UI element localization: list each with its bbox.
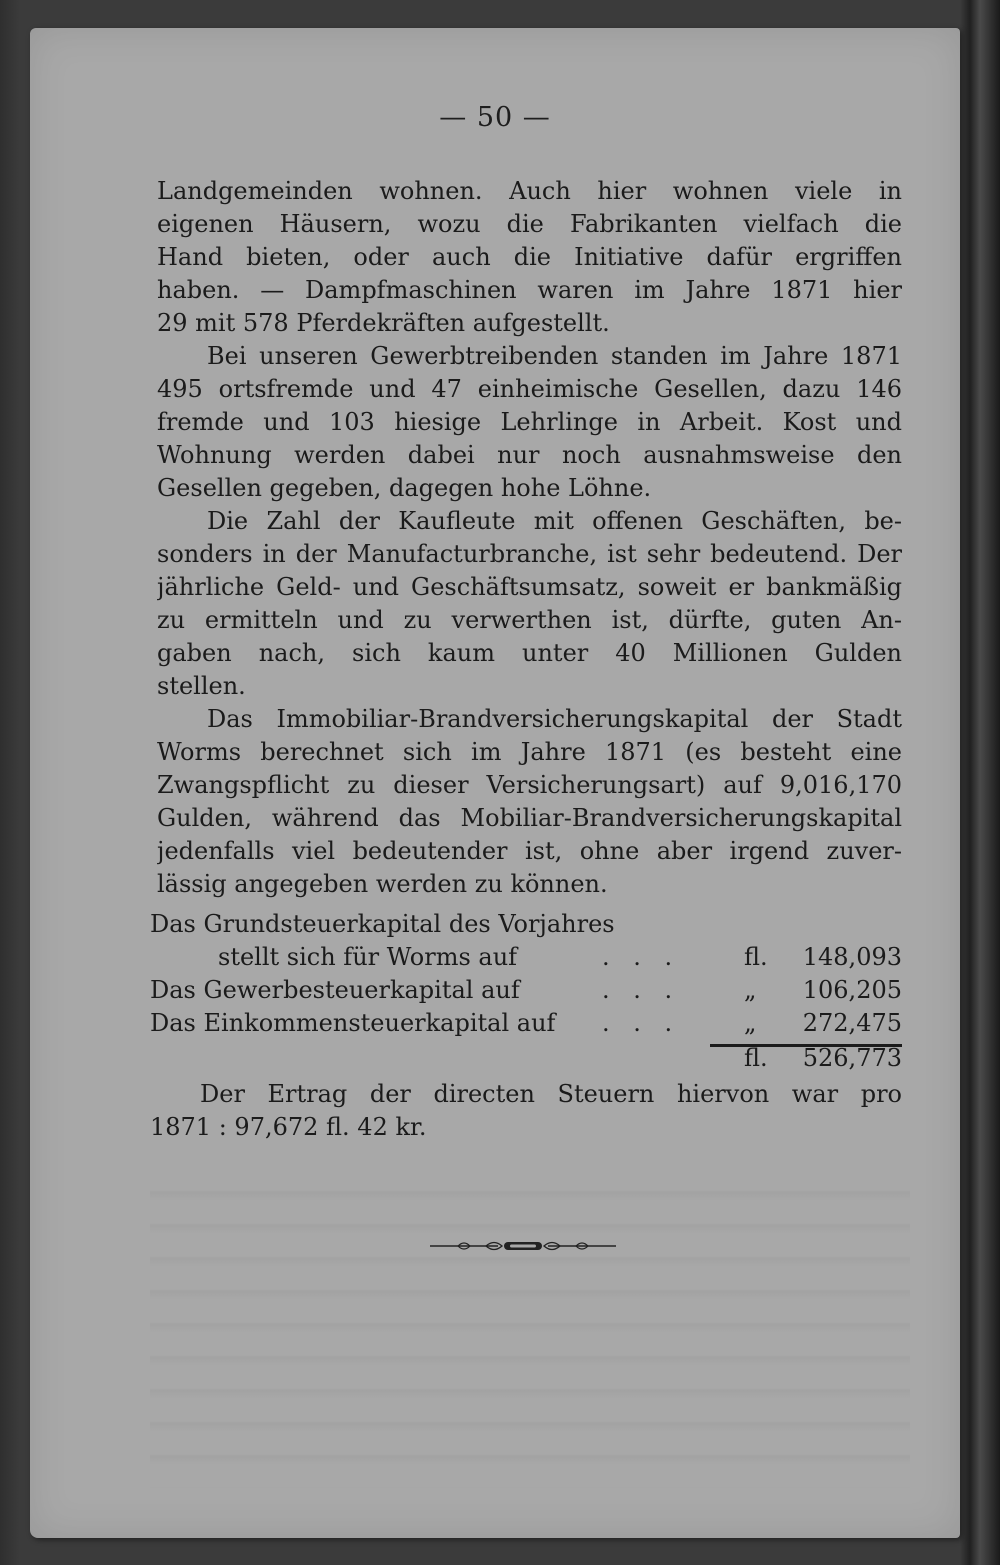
page-number: — 50 — [439, 102, 551, 133]
text-line: Hand bieten, oder auch die Initiative dafür ergriffen [157, 243, 902, 271]
currency-mark: „ [744, 976, 757, 1004]
paragraph-landgemeinden [157, 175, 902, 340]
paragraph-ertrag [150, 1078, 902, 1144]
text-line: jährliche Geld- und Geschäftsumsatz, soweit er bankmäßig [157, 573, 902, 601]
text-line: Der Ertrag der directen Steuern hiervon war pro [200, 1080, 902, 1108]
text-line: zu ermitteln und zu verwerthen ist, dürfte, guten An- [157, 606, 902, 634]
paragraph-brandversicherung [157, 703, 902, 901]
tax-row-gewerbesteuer [150, 974, 902, 1007]
paragraph-kaufleute [157, 505, 902, 703]
text-line: Zwangspflicht zu dieser Versicherungsart) auf 9,016,170 [157, 771, 902, 799]
tax-label: Das Gewerbesteuerkapital auf [150, 976, 520, 1004]
text-line: Worms berechnet sich im Jahre 1871 (es besteht eine [157, 738, 902, 766]
currency-mark: „ [744, 1009, 757, 1037]
book-page [30, 28, 960, 1538]
tax-value: 106,205 [802, 976, 902, 1004]
text-line: 29 mit 578 Pferdekräften aufgestellt. [157, 309, 610, 337]
leader-dots: . . . [602, 1009, 681, 1037]
text-line: fremde und 103 hiesige Lehrlinge in Arbeit. Kost und [157, 408, 902, 436]
leader-dots: . . . [602, 976, 681, 1004]
ertrag-text [150, 1078, 902, 1144]
tax-row-einkommensteuer [150, 1007, 902, 1040]
bleed-through-texture [150, 1168, 910, 1488]
text-line: Das Immobiliar-Brandversicherungskapital der Stadt [207, 705, 902, 733]
text-line: gaben nach, sich kaum unter 40 Millionen Gulden [157, 639, 902, 667]
text-line: 495 ortsfremde und 47 einheimische Gesellen, dazu 146 [157, 375, 902, 403]
currency-mark: fl. [744, 1044, 768, 1072]
text-line: 1871 : 97,672 fl. 42 kr. [150, 1113, 427, 1141]
tax-value: 148,093 [802, 943, 902, 971]
leader-dots: . . . [602, 943, 681, 971]
text-line: Die Zahl der Kaufleute mit offenen Geschäften, be- [207, 507, 902, 535]
tax-table [150, 908, 902, 1073]
text-line: Wohnung werden dabei nur noch ausnahmsweise den [157, 441, 902, 469]
tax-intro-row [150, 908, 902, 941]
tax-row-grundsteuer [150, 941, 902, 974]
text-line: Gulden, während das Mobiliar-Brandversicherungskapital [157, 804, 902, 832]
tax-label: Das Einkommensteuerkapital auf [150, 1009, 556, 1037]
text-line: sonders in der Manufacturbranche, ist sehr bedeutend. Der [157, 540, 902, 568]
text-line: haben. — Dampfmaschinen waren im Jahre 1871 hier [157, 276, 902, 304]
text-line: stellen. [157, 672, 246, 700]
text-line: Bei unseren Gewerbtreibenden standen im Jahre 1871 [207, 342, 902, 370]
tax-label: stellt sich für Worms auf [218, 943, 518, 971]
paragraph-gewerbtreibende [157, 340, 902, 505]
currency-mark: fl. [744, 943, 768, 971]
tax-intro: Das Grundsteuerkapital des Vorjahres [150, 910, 615, 938]
tax-total-row [150, 1042, 902, 1075]
text-line: Landgemeinden wohnen. Auch hier wohnen viele in [157, 177, 902, 205]
text-line: jedenfalls viel bedeutender ist, ohne aber irgend zuver- [157, 837, 902, 865]
text-line: lässig angegeben werden zu können. [157, 870, 608, 898]
text-line: eigenen Häusern, wozu die Fabrikanten vielfach die [157, 210, 902, 238]
body-text [157, 175, 902, 901]
tax-total-value: 526,773 [802, 1044, 902, 1072]
text-line: Gesellen gegeben, dagegen hohe Löhne. [157, 474, 652, 502]
ornament-divider-icon [428, 1234, 618, 1258]
tax-value: 272,475 [802, 1009, 902, 1037]
